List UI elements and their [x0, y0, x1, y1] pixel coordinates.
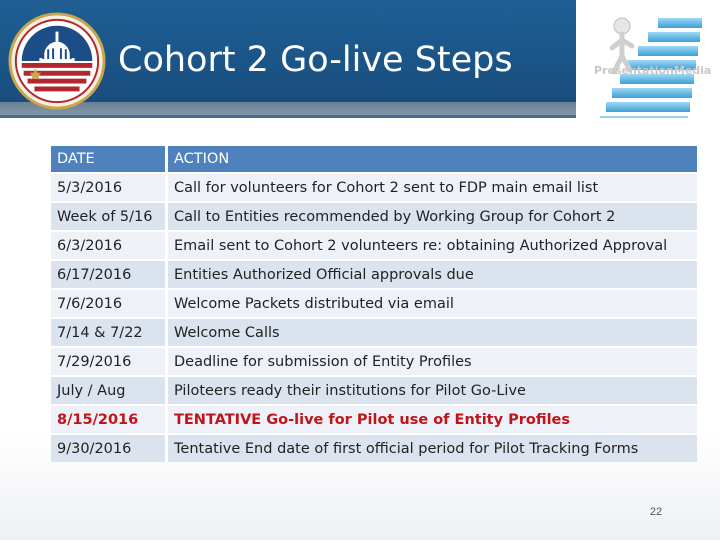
column-header-date: DATE [51, 146, 168, 172]
action-cell: Tentative End date of first official period for Pilot Tracking Forms [168, 435, 697, 462]
table-row [51, 319, 697, 346]
action-cell: Email sent to Cohort 2 volunteers re: obtaining Authorized Approval [168, 232, 697, 259]
capitol-logo-icon [8, 12, 106, 110]
date-cell: 7/14 & 7/22 [51, 319, 168, 346]
slide-title: Cohort 2 Go-live Steps [118, 40, 513, 80]
date-cell: 7/29/2016 [51, 348, 168, 375]
table-row [51, 348, 697, 375]
action-cell: Call to Entities recommended by Working Group for Cohort 2 [168, 203, 697, 230]
table-row [51, 232, 697, 259]
date-cell: 5/3/2016 [51, 174, 168, 201]
date-cell: 6/17/2016 [51, 261, 168, 288]
table-row [51, 435, 697, 462]
watermark-text: PresentationMedia [594, 64, 712, 77]
table-row [51, 377, 697, 404]
go-live-steps-table [51, 144, 697, 464]
date-cell: 9/30/2016 [51, 435, 168, 462]
action-cell: Deadline for submission of Entity Profiles [168, 348, 697, 375]
page-number: 22 [649, 506, 663, 518]
action-cell: Welcome Calls [168, 319, 697, 346]
table-row [51, 174, 697, 201]
date-cell: 6/3/2016 [51, 232, 168, 259]
table-row [51, 290, 697, 317]
date-cell: 8/15/2016 [51, 406, 168, 433]
action-cell: Piloteers ready their institutions for Pilot Go-Live [168, 377, 697, 404]
date-cell: Week of 5/16 [51, 203, 168, 230]
date-cell: 7/6/2016 [51, 290, 168, 317]
table-row [51, 261, 697, 288]
table-row [51, 203, 697, 230]
action-cell: Welcome Packets distributed via email [168, 290, 697, 317]
column-header-action: ACTION [168, 146, 697, 172]
date-cell: July / Aug [51, 377, 168, 404]
action-cell: Entities Authorized Official approvals due [168, 261, 697, 288]
action-cell: TENTATIVE Go-live for Pilot use of Entity Profiles [168, 406, 697, 433]
table-row-highlighted [51, 406, 697, 433]
action-cell: Call for volunteers for Cohort 2 sent to FDP main email list [168, 174, 697, 201]
table-header-row [51, 146, 697, 172]
